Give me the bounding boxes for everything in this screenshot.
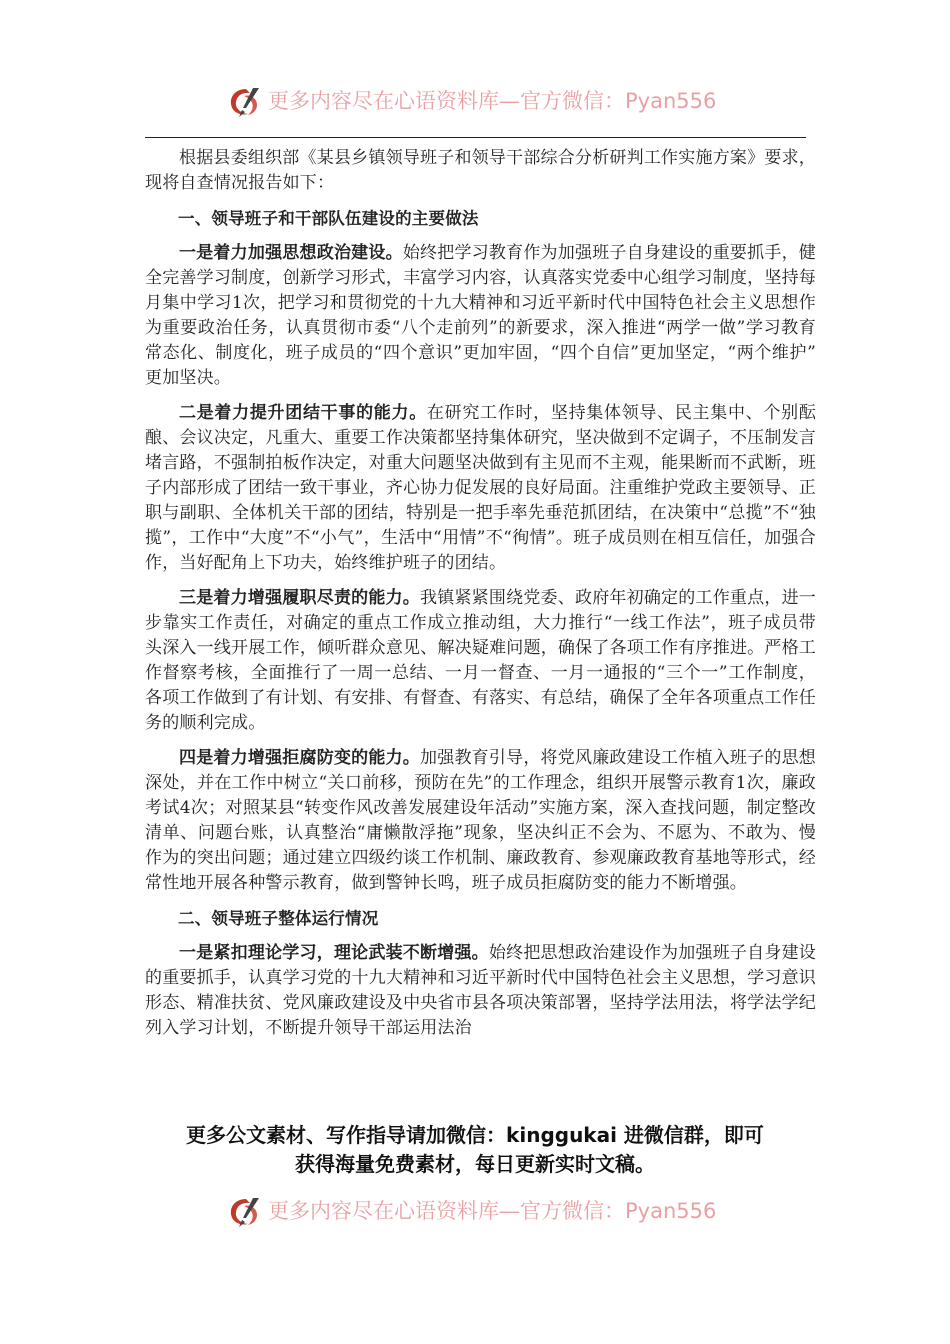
paragraph-lead: 二是着力提升团结干事的能力。: [179, 403, 427, 423]
paragraph-lead: 四是着力增强拒腐防变的能力。: [179, 748, 421, 768]
paragraph-lead: 三是着力增强履职尽责的能力。: [179, 588, 421, 608]
footer-banner: [0, 1190, 950, 1234]
promo-line-2: 获得海量免费素材，每日更新实时文稿。: [295, 1152, 655, 1176]
paragraph-lead: 一是紧扣理论学习，理论武装不断增强。: [179, 943, 489, 963]
banner-text: 更多内容尽在心语资料库—官方微信：Pyan556: [268, 89, 717, 113]
document-body: [145, 146, 834, 1041]
paragraph-4: [145, 746, 816, 896]
header-banner: [0, 80, 950, 124]
logo-icon: [226, 1194, 266, 1230]
paragraph-body: 加强教育引导，将党风廉政建设工作植入班子的思想深处，并在工作中树立“关口前移，预防在先”的工作理念，组织开展警示教育1次，廉政考试4次；对照某县“转变作风改善发展建设年活动”实施方案，深入查找问题，制定整改清单、问题台账，认真整治“庸懒散浮拖”现象，坚决纠正不会为、不愿为、不敢为、慢作为的突出问题；通过建立四级约谈工作机制、廉政教育、参观廉政教育基地等形式，经常性地开展各种警示教育，做到警钟长鸣，班子成员拒腐防变的能力不断增强。: [145, 748, 816, 893]
paragraph-body: 在研究工作时，坚持集体领导、民主集中、个别酝酿、会议决定，凡重大、重要工作决策都坚持集体研究，坚决做到不定调子，不压制发言堵言路，不强制拍板作决定，对重大问题坚决做到有主见而不主观，能果断而不武断，班子内部形成了团结一致干事业，齐心协力促发展的良好局面。注重维护党政主要领导、正职与副职、全体机关干部的团结，特别是一把手率先垂范抓团结，在决策中“总揽”不“独揽”，工作中“大度”不“小气”，生活中“用情”不“徇情”。班子成员则在相互信任，加强合作，当好配角上下功夫，始终维护班子的团结。: [145, 403, 816, 573]
promo-line-1: 更多公文素材、写作指导请加微信：kinggukai 进微信群，即可: [186, 1123, 764, 1147]
section-heading-1: 一、领导班子和干部队伍建设的主要做法: [178, 209, 479, 228]
banner-text: 更多内容尽在心语资料库—官方微信：Pyan556: [268, 1199, 717, 1223]
logo-icon: [226, 84, 266, 120]
paragraph-1: [145, 241, 834, 391]
header-rule: [145, 137, 806, 138]
paragraph-body: 始终把学习教育作为加强班子自身建设的重要抓手，健全完善学习制度，创新学习形式，丰富学习内容，认真落实党委中心组学习制度，坚持每月集中学习1次，把学习和贯彻党的十九大精神和习近平新时代中国特色社会主义思想作为重要政治任务，认真贯彻市委“八个走前列”的新要求，深入推进“两学一做”学习教育常态化、制度化，班子成员的“四个意识”更加牢固，“四个自信”更加坚定，“两个维护” 更加坚决。: [145, 243, 834, 388]
paragraph-lead: 一是着力加强思想政治建设。: [179, 243, 403, 263]
promo-text: [0, 1121, 950, 1179]
paragraph-5: [145, 941, 816, 1041]
section-heading-2: 二、领导班子整体运行情况: [178, 909, 379, 928]
paragraph-body: 始终把思想政治建设作为加强班子自身建设的重要抓手，认真学习党的十九大精神和习近平新时代中国特色社会主义思想，学习意识形态、精准扶贫、党风廉政建设及中央省市县各项决策部署，坚持学法用法，将学法学纪列入学习计划，不断提升领导干部运用法治: [145, 943, 816, 1038]
paragraph-body: 我镇紧紧围绕党委、政府年初确定的工作重点，进一步靠实工作责任，对确定的重点工作成立推动组，大力推行“一线工作法”，班子成员带头深入一线开展工作，倾听群众意见、解决疑难问题，确保了各项工作有序推进。严格工作督察考核，全面推行了一周一总结、一月一督查、一月一通报的“三个一”工作制度，各项工作做到了有计划、有安排、有督查、有落实、有总结，确保了全年各项重点工作任务的顺利完成。: [145, 588, 816, 733]
paragraph-2: [145, 401, 816, 576]
intro-paragraph: 根据县委组织部《某县乡镇领导班子和领导干部综合分析研判工作实施方案》要求，现将自查情况报告如下：: [145, 148, 816, 193]
paragraph-3: [145, 586, 816, 736]
